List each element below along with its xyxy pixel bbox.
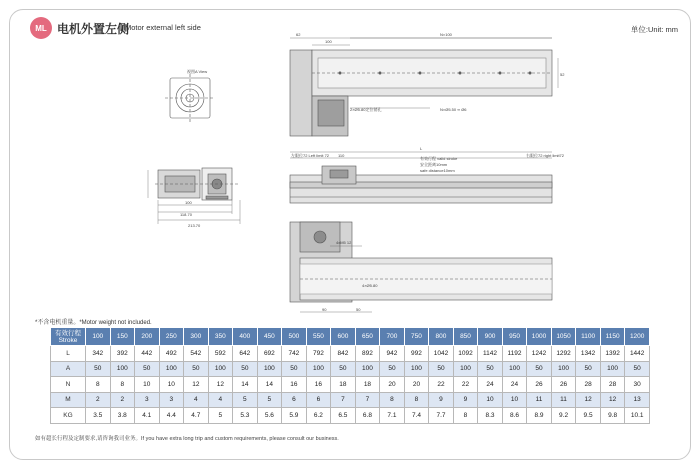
table-cell: 16 [306, 377, 331, 393]
table-cell: 9.5 [576, 408, 601, 424]
stroke-cell: 250 [159, 328, 184, 346]
title-chinese: 电机外置左侧 [57, 22, 130, 36]
dim-118-70: 118.70 [180, 212, 192, 217]
table-cell: 2 [86, 392, 111, 408]
table-cell: 8 [86, 377, 111, 393]
stroke-cell: 100 [86, 328, 111, 346]
table-cell: 8 [453, 408, 478, 424]
nx-note: N×Ø5.50 ∞ Ø6 [440, 107, 467, 112]
dim-top-100: 100 [325, 39, 332, 44]
stroke-cell: 800 [429, 328, 454, 346]
m8-note: 4xM5 12 [336, 240, 352, 245]
table-cell: 5 [233, 392, 258, 408]
table-cell: 4 [208, 392, 233, 408]
row-label: KG [51, 408, 86, 424]
stroke-cell: 400 [233, 328, 258, 346]
table-cell: 492 [159, 346, 184, 362]
table-cell: 792 [306, 346, 331, 362]
table-cell: 50 [429, 361, 454, 377]
table-cell: 542 [184, 346, 209, 362]
table-cell: 1442 [625, 346, 650, 362]
table-cell: 100 [502, 361, 527, 377]
table-cell: 1242 [527, 346, 552, 362]
table-cell: 11 [527, 392, 552, 408]
table-cell: 8 [404, 392, 429, 408]
table-cell: 3.5 [86, 408, 111, 424]
stroke-cell: 1000 [527, 328, 552, 346]
table-cell: 20 [404, 377, 429, 393]
stroke-cell: 950 [502, 328, 527, 346]
table-cell: 1092 [453, 346, 478, 362]
table-cell: 11 [551, 392, 576, 408]
table-cell: 10 [478, 392, 503, 408]
table-cell: 12 [600, 392, 625, 408]
table-cell: 742 [282, 346, 307, 362]
dim-110: 110 [338, 153, 345, 158]
table-cell: 50 [576, 361, 601, 377]
table-cell: 12 [184, 377, 209, 393]
footer-note: 如有超长行程及定制要求,请咨询我司业务。If you have extra long trip and custom requirements, please consult our business. [35, 436, 339, 442]
table-cell: 24 [502, 377, 527, 393]
stroke-cell: 650 [355, 328, 380, 346]
table-cell: 50 [135, 361, 160, 377]
stroke-cell: 150 [110, 328, 135, 346]
stroke-cell: 1150 [600, 328, 625, 346]
table-cell: 10 [502, 392, 527, 408]
left-limit: 左限位72 Left limit 72 [291, 153, 330, 158]
table-cell: 50 [331, 361, 356, 377]
table-cell: 50 [282, 361, 307, 377]
table-cell: 1292 [551, 346, 576, 362]
stroke-cell: 1100 [576, 328, 601, 346]
spec-table [50, 327, 650, 424]
table-cell: 842 [331, 346, 356, 362]
table-cell: 50 [478, 361, 503, 377]
table-cell: 892 [355, 346, 380, 362]
table-cell: 1042 [429, 346, 454, 362]
table-cell: 3 [159, 392, 184, 408]
bottom-view [290, 222, 552, 302]
table-cell: 442 [135, 346, 160, 362]
table-cell: 8.3 [478, 408, 503, 424]
stroke-cell: 300 [184, 328, 209, 346]
table-cell: 50 [625, 361, 650, 377]
stroke-header-label: 有效行程 Stroke [51, 328, 86, 346]
table-cell: 13 [625, 392, 650, 408]
table-cell: 592 [208, 346, 233, 362]
dim-100: 100 [185, 200, 192, 205]
table-cell: 9.8 [600, 408, 625, 424]
table-cell: 10 [135, 377, 160, 393]
table-cell: 10 [159, 377, 184, 393]
table-cell: 50 [380, 361, 405, 377]
table-cell: 3.8 [110, 408, 135, 424]
dim-213-70: 213.70 [188, 223, 201, 228]
table-cell: 5 [208, 408, 233, 424]
table-cell: 14 [257, 377, 282, 393]
table-cell: 992 [404, 346, 429, 362]
safe-distance-en: safe distance10mm [420, 168, 455, 173]
table-cell: 100 [600, 361, 625, 377]
end-view [155, 168, 240, 200]
stroke-cell: 500 [282, 328, 307, 346]
table-cell: 6 [306, 392, 331, 408]
dim-62: 62 [296, 32, 301, 37]
hole-note-bottom: 4×Ø5.80 [362, 283, 378, 288]
table-cell: 392 [110, 346, 135, 362]
table-cell: 14 [233, 377, 258, 393]
table-cell: 9.2 [551, 408, 576, 424]
table-cell: 50 [86, 361, 111, 377]
table-cell: 28 [600, 377, 625, 393]
table-cell: 100 [551, 361, 576, 377]
table-cell: 22 [453, 377, 478, 393]
table-row [51, 408, 650, 424]
stroke-cell: 350 [208, 328, 233, 346]
table-cell: 100 [159, 361, 184, 377]
stroke-cell: 850 [453, 328, 478, 346]
stroke-cell: 750 [404, 328, 429, 346]
table-cell: 100 [306, 361, 331, 377]
stroke-cell: 450 [257, 328, 282, 346]
stroke-cell: 600 [331, 328, 356, 346]
table-cell: 8.9 [527, 408, 552, 424]
table-cell: 2 [110, 392, 135, 408]
right-limit: 右限位72 right limit72 [526, 153, 565, 158]
table-cell: 50 [233, 361, 258, 377]
table-cell: 7.1 [380, 408, 405, 424]
table-cell: 1142 [478, 346, 503, 362]
safe-distance: 安全距离10mm [420, 162, 448, 167]
table-cell: 50 [527, 361, 552, 377]
table-cell: 100 [404, 361, 429, 377]
table-cell: 10.1 [625, 408, 650, 424]
weight-note: *不含电机重量。*Motor weight not included. [35, 320, 152, 326]
dim-l: L [420, 146, 423, 151]
dim-n100: N×100 [440, 32, 452, 37]
table-cell: 5 [257, 392, 282, 408]
table-cell: 4 [184, 392, 209, 408]
stroke-cell: 700 [380, 328, 405, 346]
side-view-a [165, 74, 215, 122]
table-cell: 8.6 [502, 408, 527, 424]
table-cell: 342 [86, 346, 111, 362]
table-cell: 5.6 [257, 408, 282, 424]
table-cell: 9 [453, 392, 478, 408]
table-cell: 100 [355, 361, 380, 377]
table-cell: 28 [576, 377, 601, 393]
table-cell: 100 [453, 361, 478, 377]
table-row [51, 346, 650, 362]
table-cell: 5.3 [233, 408, 258, 424]
table-cell: 20 [380, 377, 405, 393]
table-cell: 100 [110, 361, 135, 377]
table-row [51, 392, 650, 408]
table-cell: 4.7 [184, 408, 209, 424]
table-cell: 7 [355, 392, 380, 408]
table-cell: 18 [331, 377, 356, 393]
title-english: Motor external left side [125, 23, 201, 32]
table-cell: 7 [331, 392, 356, 408]
table-cell: 8 [380, 392, 405, 408]
table-cell: 4.1 [135, 408, 160, 424]
dim-90: 90 [322, 307, 327, 312]
ml-badge: ML [30, 17, 52, 39]
table-cell: 50 [184, 361, 209, 377]
table-cell: 30 [625, 377, 650, 393]
table-cell: 642 [233, 346, 258, 362]
table-cell: 5.9 [282, 408, 307, 424]
stroke-cell: 900 [478, 328, 503, 346]
row-label: M [51, 392, 86, 408]
table-cell: 16 [282, 377, 307, 393]
table-cell: 6.8 [355, 408, 380, 424]
table-cell: 24 [478, 377, 503, 393]
stroke-cell: 550 [306, 328, 331, 346]
table-cell: 942 [380, 346, 405, 362]
table-cell: 6.5 [331, 408, 356, 424]
table-cell: 7.4 [404, 408, 429, 424]
stroke-cell: 200 [135, 328, 160, 346]
table-row [51, 377, 650, 393]
table-row [51, 361, 650, 377]
table-cell: 12 [208, 377, 233, 393]
table-cell: 26 [551, 377, 576, 393]
table-cell: 9 [429, 392, 454, 408]
table-cell: 100 [257, 361, 282, 377]
hole-note: 2×Ø5.80定位销孔 [350, 107, 382, 112]
unit-label: 单位:Unit: mm [630, 25, 678, 34]
spec-table-body [51, 346, 650, 424]
row-label: N [51, 377, 86, 393]
side-view-label: 视图A View [187, 69, 208, 74]
dim-50: 50 [356, 307, 361, 312]
table-cell: 1342 [576, 346, 601, 362]
stroke-header-row [51, 328, 650, 346]
table-cell: 22 [429, 377, 454, 393]
table-cell: 1392 [600, 346, 625, 362]
dim-52: 52 [560, 72, 565, 77]
row-label: A [51, 361, 86, 377]
table-cell: 3 [135, 392, 160, 408]
table-cell: 4.4 [159, 408, 184, 424]
table-cell: 26 [527, 377, 552, 393]
table-cell: 692 [257, 346, 282, 362]
stroke-cell: 1050 [551, 328, 576, 346]
top-view [290, 50, 552, 136]
table-cell: 6.2 [306, 408, 331, 424]
table-cell: 12 [576, 392, 601, 408]
table-cell: 100 [208, 361, 233, 377]
table-cell: 1192 [502, 346, 527, 362]
table-cell: 8 [110, 377, 135, 393]
table-cell: 18 [355, 377, 380, 393]
stroke-label: 有效行程 valid stroke [420, 156, 458, 161]
stroke-cell: 1200 [625, 328, 650, 346]
table-cell: 7.7 [429, 408, 454, 424]
table-cell: 6 [282, 392, 307, 408]
row-label: L [51, 346, 86, 362]
